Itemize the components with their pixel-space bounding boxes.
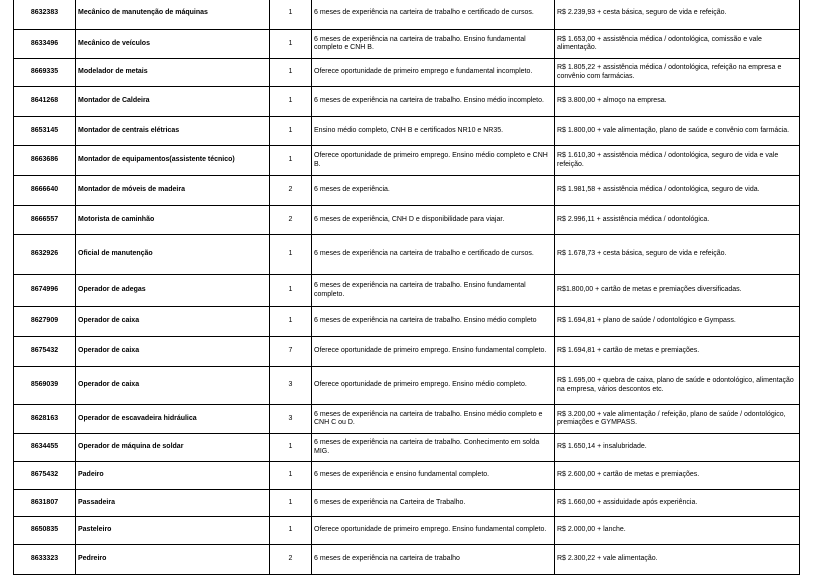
job-title: Mecânico de manutenção de máquinas bbox=[76, 0, 270, 30]
vacancy-code: 8627909 bbox=[14, 307, 76, 337]
vacancy-code: 8633496 bbox=[14, 30, 76, 59]
table-row bbox=[14, 307, 800, 337]
job-requirements: 6 meses de experiência na carteira de trabalho e certificado de cursos. bbox=[312, 235, 555, 275]
job-requirements: 6 meses de experiência na carteira de trabalho. Conhecimento em solda MIG. bbox=[312, 434, 555, 462]
job-requirements: 6 meses de experiência na carteira de trabalho. Ensino médio completo e CNH C ou D. bbox=[312, 405, 555, 434]
job-requirements: Oferece oportunidade de primeiro emprego. Ensino médio completo. bbox=[312, 367, 555, 405]
table-row bbox=[14, 367, 800, 405]
job-title: Montador de Caldeira bbox=[76, 87, 270, 117]
job-requirements: Oferece oportunidade de primeiro emprego. Ensino médio completo e CNH B. bbox=[312, 146, 555, 176]
table-row bbox=[14, 146, 800, 176]
table-row bbox=[14, 434, 800, 462]
table-row bbox=[14, 405, 800, 434]
job-title: Operador de escavadeira hidráulica bbox=[76, 405, 270, 434]
job-title: Modelador de metais bbox=[76, 59, 270, 87]
salary-benefits: R$ 1.694,81 + cartão de metas e premiações. bbox=[555, 337, 800, 367]
job-requirements: Ensino médio completo, CNH B e certificados NR10 e NR35. bbox=[312, 117, 555, 146]
salary-benefits: R$ 2.239,93 + cesta básica, seguro de vida e refeição. bbox=[555, 0, 800, 30]
job-requirements: 6 meses de experiência na carteira de trabalho e certificado de cursos. bbox=[312, 0, 555, 30]
vacancy-code: 8641268 bbox=[14, 87, 76, 117]
vacancy-count: 1 bbox=[270, 59, 312, 87]
vacancy-count: 1 bbox=[270, 0, 312, 30]
vacancy-code: 8632926 bbox=[14, 235, 76, 275]
job-title: Operador de caixa bbox=[76, 337, 270, 367]
vacancy-code: 8569039 bbox=[14, 367, 76, 405]
salary-benefits: R$ 2.000,00 + lanche. bbox=[555, 517, 800, 545]
job-title: Motorista de caminhão bbox=[76, 206, 270, 235]
vacancy-code: 8633323 bbox=[14, 545, 76, 575]
salary-benefits: R$ 1.678,73 + cesta básica, seguro de vida e refeição. bbox=[555, 235, 800, 275]
vacancy-count: 1 bbox=[270, 117, 312, 146]
table-row bbox=[14, 206, 800, 235]
vacancy-count: 1 bbox=[270, 275, 312, 307]
table-row bbox=[14, 462, 800, 490]
job-requirements: 6 meses de experiência na carteira de trabalho. Ensino fundamental completo. bbox=[312, 275, 555, 307]
job-requirements: 6 meses de experiência na carteira de trabalho. Ensino fundamental completo e CNH B. bbox=[312, 30, 555, 59]
vacancy-code: 8666557 bbox=[14, 206, 76, 235]
job-requirements: 6 meses de experiência na carteira de trabalho bbox=[312, 545, 555, 575]
salary-benefits: R$1.800,00 + cartão de metas e premiações diversificadas. bbox=[555, 275, 800, 307]
table-row bbox=[14, 176, 800, 206]
salary-benefits: R$ 1.695,00 + quebra de caixa, plano de saúde e odontológico, alimentação na empresa, vários descontos etc. bbox=[555, 367, 800, 405]
job-requirements: 6 meses de experiência. bbox=[312, 176, 555, 206]
vacancy-code: 8628163 bbox=[14, 405, 76, 434]
salary-benefits: R$ 2.600,00 + cartão de metas e premiações. bbox=[555, 462, 800, 490]
vacancy-code: 8653145 bbox=[14, 117, 76, 146]
table-row bbox=[14, 87, 800, 117]
job-requirements: Oferece oportunidade de primeiro emprego e fundamental incompleto. bbox=[312, 59, 555, 87]
job-title: Mecânico de veículos bbox=[76, 30, 270, 59]
vacancy-code: 8632383 bbox=[14, 0, 76, 30]
vacancy-count: 1 bbox=[270, 462, 312, 490]
job-requirements: 6 meses de experiência na carteira de trabalho. Ensino médio incompleto. bbox=[312, 87, 555, 117]
table-row bbox=[14, 275, 800, 307]
salary-benefits: R$ 1.800,00 + vale alimentação, plano de saúde e convênio com farmácia. bbox=[555, 117, 800, 146]
vacancy-code: 8634455 bbox=[14, 434, 76, 462]
vacancy-code: 8675432 bbox=[14, 337, 76, 367]
job-title: Pedreiro bbox=[76, 545, 270, 575]
salary-benefits: R$ 1.981,58 + assistência médica / odontológica, seguro de vida. bbox=[555, 176, 800, 206]
vacancy-count: 2 bbox=[270, 206, 312, 235]
job-title: Oficial de manutenção bbox=[76, 235, 270, 275]
salary-benefits: R$ 1.805,22 + assistência médica / odontológica, refeição na empresa e convênio com farmácias. bbox=[555, 59, 800, 87]
vacancy-count: 1 bbox=[270, 307, 312, 337]
salary-benefits: R$ 3.800,00 + almoço na empresa. bbox=[555, 87, 800, 117]
vacancy-count: 2 bbox=[270, 176, 312, 206]
vacancy-count: 7 bbox=[270, 337, 312, 367]
salary-benefits: R$ 2.300,22 + vale alimentação. bbox=[555, 545, 800, 575]
job-title: Operador de adegas bbox=[76, 275, 270, 307]
vacancy-code: 8675432 bbox=[14, 462, 76, 490]
job-title: Operador de caixa bbox=[76, 367, 270, 405]
job-title: Montador de equipamentos(assistente técnico) bbox=[76, 146, 270, 176]
job-title: Passadeira bbox=[76, 490, 270, 517]
table-row bbox=[14, 337, 800, 367]
job-requirements: 6 meses de experiência, CNH D e disponibilidade para viajar. bbox=[312, 206, 555, 235]
vacancy-code: 8663686 bbox=[14, 146, 76, 176]
job-requirements: Oferece oportunidade de primeiro emprego. Ensino fundamental completo. bbox=[312, 337, 555, 367]
vacancy-count: 3 bbox=[270, 367, 312, 405]
vacancy-count: 1 bbox=[270, 434, 312, 462]
job-title: Pasteleiro bbox=[76, 517, 270, 545]
salary-benefits: R$ 3.200,00 + vale alimentação / refeição, plano de saúde / odontológico, premiações e GYMPASS. bbox=[555, 405, 800, 434]
table-row bbox=[14, 235, 800, 275]
table-row bbox=[14, 30, 800, 59]
vacancy-count: 1 bbox=[270, 517, 312, 545]
vacancy-code: 8666640 bbox=[14, 176, 76, 206]
vacancy-count: 1 bbox=[270, 235, 312, 275]
table-row bbox=[14, 517, 800, 545]
table-row bbox=[14, 0, 800, 30]
vacancy-code: 8669335 bbox=[14, 59, 76, 87]
salary-benefits: R$ 1.650,14 + insalubridade. bbox=[555, 434, 800, 462]
salary-benefits: R$ 1.694,81 + plano de saúde / odontológico e Gympass. bbox=[555, 307, 800, 337]
salary-benefits: R$ 2.996,11 + assistência médica / odontológica. bbox=[555, 206, 800, 235]
job-requirements: Oferece oportunidade de primeiro emprego. Ensino fundamental completo. bbox=[312, 517, 555, 545]
job-title: Operador de caixa bbox=[76, 307, 270, 337]
salary-benefits: R$ 1.653,00 + assistência médica / odontológica, comissão e vale alimentação. bbox=[555, 30, 800, 59]
vacancy-count: 3 bbox=[270, 405, 312, 434]
vacancy-count: 1 bbox=[270, 146, 312, 176]
table-row bbox=[14, 59, 800, 87]
job-title: Montador de móveis de madeira bbox=[76, 176, 270, 206]
vacancy-count: 2 bbox=[270, 545, 312, 575]
vacancy-code: 8631807 bbox=[14, 490, 76, 517]
job-requirements: 6 meses de experiência na Carteira de Trabalho. bbox=[312, 490, 555, 517]
vacancy-count: 1 bbox=[270, 30, 312, 59]
job-title: Montador de centrais elétricas bbox=[76, 117, 270, 146]
table-row bbox=[14, 545, 800, 575]
job-title: Operador de máquina de soldar bbox=[76, 434, 270, 462]
salary-benefits: R$ 1.660,00 + assiduidade após experiência. bbox=[555, 490, 800, 517]
vacancy-count: 1 bbox=[270, 87, 312, 117]
vacancy-code: 8674996 bbox=[14, 275, 76, 307]
job-requirements: 6 meses de experiência e ensino fundamental completo. bbox=[312, 462, 555, 490]
job-title: Padeiro bbox=[76, 462, 270, 490]
table-row bbox=[14, 490, 800, 517]
salary-benefits: R$ 1.610,30 + assistência médica / odontológica, seguro de vida e vale refeição. bbox=[555, 146, 800, 176]
table-row bbox=[14, 117, 800, 146]
vacancy-code: 8650835 bbox=[14, 517, 76, 545]
job-listings-table bbox=[13, 0, 800, 575]
vacancy-count: 1 bbox=[270, 490, 312, 517]
job-requirements: 6 meses de experiência na carteira de trabalho. Ensino médio completo bbox=[312, 307, 555, 337]
